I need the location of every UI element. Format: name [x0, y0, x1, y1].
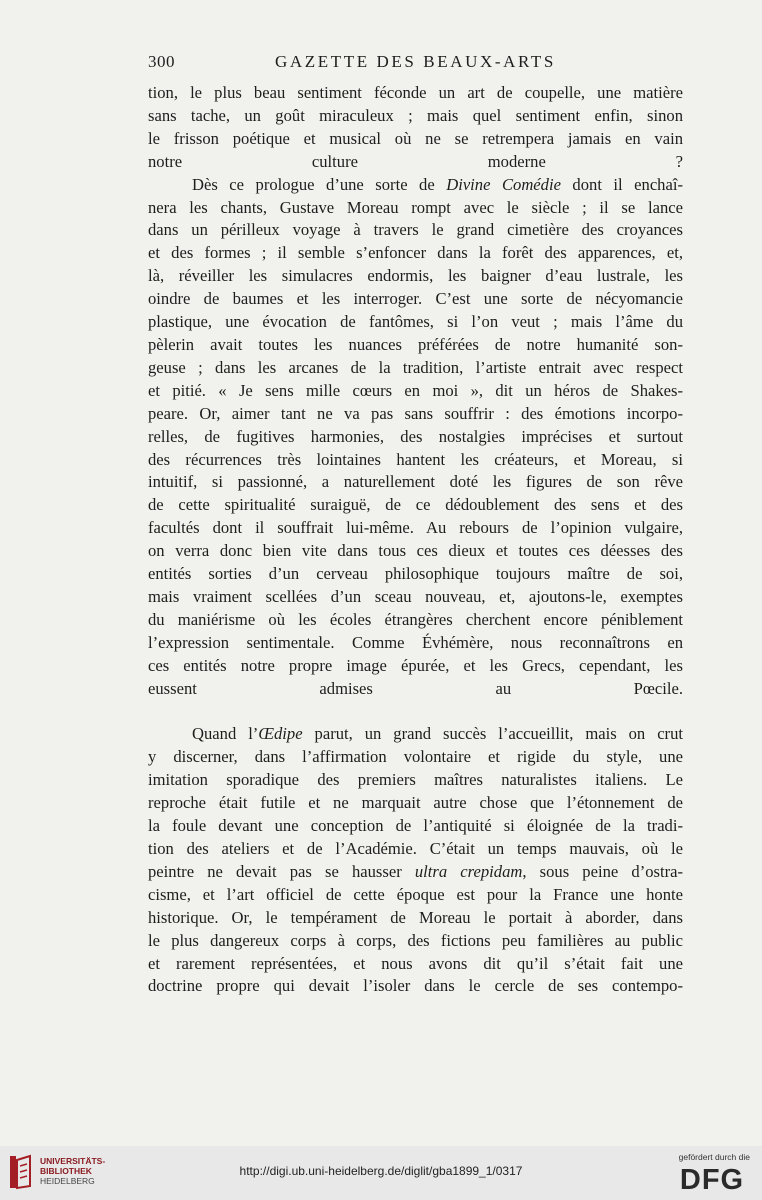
italic-title: Œdipe: [258, 724, 303, 744]
text-line: eussent admises au Pœcile.: [148, 678, 683, 698]
italic-title: Divine Comédie: [446, 174, 561, 194]
text-line: doctrine propre qui devait l’isoler dans le cercle de ses contempo-: [148, 976, 683, 996]
text-line: et des formes ; il semble s’enfoncer dans la forêt des apparences, et,: [148, 243, 683, 263]
dfg-logo-icon: [672, 1163, 752, 1193]
text-line: dans un périlleux voyage à travers le grand cimetière des croyances: [148, 220, 683, 240]
text-line: notre culture moderne ?: [148, 151, 683, 171]
text-line: la foule devant une conception de l’antiquité si éloignée de la tradi-: [148, 816, 683, 836]
page-number: 300: [148, 52, 175, 71]
text-line: facultés dont il souffrait lui-même. Au rebours de l’opinion vulgaire,: [148, 518, 683, 538]
text-line: Quand l’Œdipe parut, un grand succès l’accueillit, mais on crut: [192, 724, 683, 744]
section-break: [148, 700, 683, 723]
page-header: [148, 52, 683, 76]
text-line: imitation sporadique des premiers maîtres naturalistes italiens. Le: [148, 770, 683, 790]
text-line: du maniérisme où les écoles étrangères cherchent encore péniblement: [148, 609, 683, 629]
text-line: ces entités notre propre image épurée, et les Grecs, cependant, les: [148, 655, 683, 675]
text-line: geuse ; dans les arcanes de la tradition, l’artiste entrait avec respect: [148, 357, 683, 377]
text-line: relles, de fugitives harmonies, des nostalgies imprécises et surtout: [148, 426, 683, 446]
text-line: et pitié. « Je sens mille cœurs en moi », dit un héros de Shakes-: [148, 380, 683, 400]
text-line: historique. Or, le tempérament de Moreau le portait à aborder, dans: [148, 907, 683, 927]
dfg-logo-text: DFG: [679, 1164, 745, 1193]
italic-title: ultra crepidam: [414, 861, 523, 881]
paragraph: [148, 82, 683, 174]
text-line: intuitif, si passionné, a naturellement doté les figures de son rêve: [148, 472, 683, 492]
running-title: GAZETTE DES BEAUX-ARTS: [275, 52, 556, 71]
text-line: pèlerin avait toutes les nuances préférées de notre humanité son-: [148, 334, 683, 354]
text-line: on verra donc bien vite dans tous ces dieux et toutes ces déesses des: [148, 541, 683, 561]
paragraph: [148, 723, 683, 998]
text-line: tion, le plus beau sentiment féconde un art de coupelle, une matière: [148, 83, 683, 102]
text-line: oindre de baumes et les interroger. C’est une sorte de nécyomancie: [148, 289, 683, 309]
text-line: et rarement représentées, et nous avons dit qu’il s’était fait une: [148, 953, 683, 973]
text-line: y discerner, dans l’affirmation volontaire et rigide du style, une: [148, 747, 683, 767]
text-line: là, réveiller les simulacres endormis, les baigner d’eau lustrale, les: [148, 266, 683, 286]
paragraph: [148, 174, 683, 701]
text-line: mais vraiment scellées d’un sceau nouveau, et, ajoutons-le, exemptes: [148, 586, 683, 606]
text-line: des récurrences très lointaines hantent les créateurs, et Moreau, si: [148, 449, 683, 469]
text-line: entités sorties d’un cerveau philosophique toujours maître de soi,: [148, 564, 683, 584]
page-url-link[interactable]: http://digi.ub.uni-heidelberg.de/diglit/gba1899_1/0317: [239, 1164, 523, 1178]
text-line: cisme, et l’art officiel de cette époque est pour la France une honte: [148, 884, 683, 904]
text-line: nera les chants, Gustave Moreau rompt avec le siècle ; il se lance: [148, 197, 683, 217]
text-line: le plus dangereux corps à corps, des fictions peu familières au public: [148, 930, 683, 950]
text-line: Dès ce prologue d’une sorte de Divine Comédie dont il enchaî-: [192, 174, 683, 194]
text-line: tion des ateliers et de l’Académie. C’était un temps mauvais, où le: [148, 839, 683, 858]
text-line: sans tache, un goût miraculeux ; mais quel sentiment enfin, sinon: [148, 105, 683, 125]
digitization-footer: [0, 1146, 762, 1200]
body-text: [148, 82, 683, 998]
library-name-line: HEIDELBERG: [40, 1176, 95, 1186]
text-line: reproche était futile et ne marquait autre chose que l’étonnement de: [148, 793, 683, 813]
library-name-line: BIBLIOTHEK: [40, 1166, 92, 1176]
text-line: peare. Or, aimer tant ne va pas sans souffrir : des émotions incorpo-: [148, 403, 683, 423]
text-line: l’expression sentimentale. Comme Évhémère, nous reconnaîtrons en: [148, 632, 683, 652]
library-name-line: UNIVERSITÄTS-: [40, 1156, 106, 1166]
text-line: le frisson poétique et musical où ne se retrempera jamais en vain: [148, 128, 683, 148]
text-line: plastique, une évocation de fantômes, si l’on veut ; mais l’âme du: [148, 312, 683, 332]
text-line: peintre ne devait pas se hausser ultra crepidam, sous peine d’ostra-: [148, 861, 683, 881]
text-line: de cette spiritualité suraiguë, de ce dédoublement des sens et des: [148, 495, 683, 515]
funding-caption: gefördert durch die: [678, 1152, 750, 1162]
